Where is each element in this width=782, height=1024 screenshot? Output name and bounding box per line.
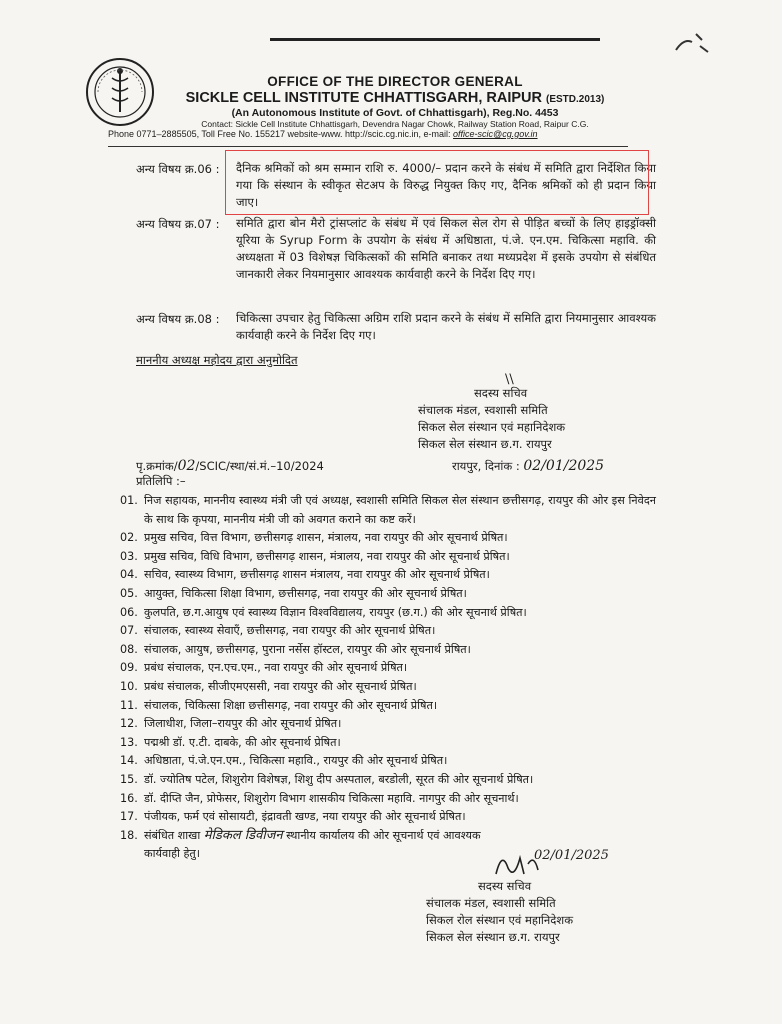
signature1-initials: \\ bbox=[505, 372, 514, 387]
signature1-line1: संचालक मंडल, स्वशासी समिति bbox=[418, 403, 548, 417]
list-item: 05. आयुक्त, चिकित्सा शिक्षा विभाग, छत्तीसगढ़, नवा रायपुर की ओर सूचनार्थ प्रेषित। bbox=[120, 586, 467, 600]
list-item: 17. पंजीयक, फर्म एवं सोसायटी, इंद्रावती खण्ड, नया रायपुर की ओर सूचनार्थ प्रेषित। bbox=[120, 810, 466, 824]
cc-list bbox=[120, 492, 660, 864]
header-office: OFFICE OF THE DIRECTOR GENERAL bbox=[267, 74, 523, 89]
list-item: 13. पद्मश्री डॉ. ए.टी. दाबके, की ओर सूचनार्थ प्रेषित। bbox=[120, 735, 341, 749]
list-item: 07. संचालक, स्वास्थ्य सेवाएँ, छत्तीसगढ़, नवा रायपुर की ओर सूचनार्थ प्रेषित। bbox=[120, 624, 436, 638]
ref-number: 02 bbox=[177, 458, 196, 474]
list-item: 18. संबंधित शाखा मेडिकल डिवीजन स्थानीय कार्यालय की ओर सूचनार्थ एवं आवश्यक bbox=[120, 827, 481, 843]
signature1-line3: सिकल सेल संस्थान छ.ग. रायपुर bbox=[418, 437, 552, 451]
item-08-label: अन्य विषय क्र.08 : bbox=[136, 312, 220, 326]
item-07-label: अन्य विषय क्र.07 : bbox=[136, 217, 220, 231]
signature2-line2: सिकल रोल संस्थान एवं महानिदेशक bbox=[426, 913, 574, 927]
header-estd: (ESTD.2013) bbox=[546, 94, 605, 105]
signature1-title: सदस्य सचिव bbox=[474, 386, 528, 400]
header-phone-text: Phone 0771–2885505, Toll Free No. 155217 website-www. http://scic.cg.nic.in, e-mail: bbox=[108, 129, 451, 139]
approval-note: माननीय अध्यक्ष महोदय द्वारा अनुमोदित bbox=[136, 353, 298, 367]
list-item: 14. अधिष्ठाता, पं.जे.एन.एम., चिकित्सा महावि., रायपुर की ओर सूचनार्थ प्रेषित। bbox=[120, 754, 448, 768]
header-contact: Contact: Sickle Cell Institute Chhattisgarh, Devendra Nagar Chowk, Railway Station Road, Raipur C.G. bbox=[201, 119, 589, 129]
top-rule bbox=[270, 38, 600, 41]
signature2-line1: संचालक मंडल, स्वशासी समिति bbox=[426, 896, 556, 910]
list-item: 12. जिलाधीश, जिला–रायपुर की ओर सूचनार्थ प्रेषित। bbox=[120, 717, 342, 731]
list-item: 10. प्रबंध संचालक, सीजीएमएससी, नवा रायपुर की ओर सूचनार्थ प्रेषित। bbox=[120, 679, 417, 693]
signature1-line2: सिकल सेल संस्थान एवं महानिदेशक bbox=[418, 420, 566, 434]
list-item: 08. संचालक, आयुष, छत्तीसगढ़, पुराना नर्सेस हॉस्टल, रायपुर की ओर सूचनार्थ प्रेषित। bbox=[120, 642, 471, 656]
list-item: 01. निज सहायक, माननीय स्वास्थ्य मंत्री जी एवं अध्यक्ष, स्वशासी समिति सिकल सेल संस्थान छत्तीसगढ़, रायपुर की ओर इस निवेदन के साथ कि कृपया, माननीय मंत्री जी को अवगत कराने का कष्ट करें। bbox=[120, 494, 656, 526]
header-institute-name: SICKLE CELL INSTITUTE CHHATTISGARH, RAIPUR bbox=[185, 90, 542, 106]
reference-line bbox=[136, 458, 324, 474]
header-phone bbox=[108, 129, 538, 139]
item-07-text: समिति द्वारा बोन मैरो ट्रांसप्लांट के संबंध में एवं सिकल सेल रोग से पीड़ित बच्चों के लिए हाइड्रॉक्सी यूरिया के Syrup Form के उपयोग के संबंध में अधिष्ठाता, पं.जे. एन.एम. चिकित्सा महावि. की अध्यक्षता में 03 विशेषज्ञ चिकित्सकों की समिति बनाकर तथा मध्यप्रदेश में इसके उपयोग से संबंधित जानकारी लेकर नियमानुसार आवश्यक कार्यवाही करने के निर्देश दिए गए। bbox=[236, 216, 656, 281]
cc-label: प्रतिलिपि :– bbox=[136, 474, 186, 488]
item-06-label: अन्य विषय क्र.06 : bbox=[136, 162, 220, 176]
item-08-text: चिकित्सा उपचार हेतु चिकित्सा अग्रिम राशि प्रदान करने के संबंध में समिति द्वारा नियमानुसार आवश्यक कार्यवाही करने के निर्देश दिए गए। bbox=[236, 311, 656, 342]
list-item: 02. प्रमुख सचिव, वित्त विभाग, छत्तीसगढ़ शासन, मंत्रालय, नवा रायपुर की ओर सूचनार्थ प्रेषित। bbox=[120, 531, 508, 545]
corner-pen-mark bbox=[672, 28, 712, 58]
header-autonomous: (An Autonomous Institute of Govt. of Chhattisgarh), Reg.No. 4453 bbox=[231, 107, 559, 119]
handwritten-branch: मेडिकल डिवीजन bbox=[203, 827, 283, 843]
signature2-line3: सिकल सेल संस्थान छ.ग. रायपुर bbox=[426, 930, 560, 944]
header-institute bbox=[150, 90, 640, 106]
ref-suffix: /SCIC/स्था/सं.मं.–10/2024 bbox=[195, 459, 324, 473]
list-item: 11. संचालक, चिकित्सा शिक्षा छत्तीसगढ़, नवा रायपुर की ओर सूचनार्थ प्रेषित। bbox=[120, 698, 438, 712]
list-item: 03. प्रमुख सचिव, विधि विभाग, छत्तीसगढ़ शासन, मंत्रालय, नवा रायपुर की ओर सूचनार्थ प्रेषित। bbox=[120, 549, 510, 563]
signature2-date: 02/01/2025 bbox=[534, 848, 609, 863]
ref-date: 02/01/2025 bbox=[523, 458, 605, 474]
list-item: 15. डॉ. ज्योतिष पटेल, शिशुरोग विशेषज्ञ, शिशु दीप अस्पताल, बरडोली, सूरत की ओर सूचनार्थ प्रेषित। bbox=[120, 772, 534, 786]
header-divider bbox=[108, 146, 628, 147]
signature2-title: सदस्य सचिव bbox=[478, 879, 532, 893]
ref-date-line bbox=[452, 458, 604, 474]
item-06-text: दैनिक श्रमिकों को श्रम सम्मान राशि रु. 4000/– प्रदान करने के संबंध में समिति द्वारा निर्देशित किया गया कि संस्थान के स्वीकृत सेटअप के विरुद्ध नियुक्त किए गए, दैनिक श्रमिकों को ही प्रदान किया जाए। bbox=[236, 161, 656, 209]
list-item: कार्यवाही हेतु। bbox=[144, 847, 201, 861]
highlight-box bbox=[225, 150, 649, 215]
ref-prefix: पृ.क्रमांक/ bbox=[136, 459, 178, 473]
ref-date-label: रायपुर, दिनांक : bbox=[452, 459, 520, 473]
list-item: 09. प्रबंध संचालक, एन.एच.एम., नवा रायपुर की ओर सूचनार्थ प्रेषित। bbox=[120, 661, 408, 675]
header-email[interactable]: office-scic@cg.gov.in bbox=[453, 129, 538, 139]
list-item: 16. डॉ. दीप्ति जैन, प्रोफेसर, शिशुरोग विभाग शासकीय चिकित्सा महावि. नागपुर की ओर सूचनार्थ। bbox=[120, 791, 519, 805]
list-item: 04. सचिव, स्वास्थ्य विभाग, छत्तीसगढ़ शासन मंत्रालय, नवा रायपुर की ओर सूचनार्थ प्रेषित। bbox=[120, 568, 490, 582]
list-item: 06. कुलपति, छ.ग.आयुष एवं स्वास्थ्य विज्ञान विश्वविद्यालय, रायपुर (छ.ग.) की ओर सूचनार्थ प्रेषित। bbox=[120, 605, 527, 619]
institute-logo-icon bbox=[84, 56, 156, 128]
